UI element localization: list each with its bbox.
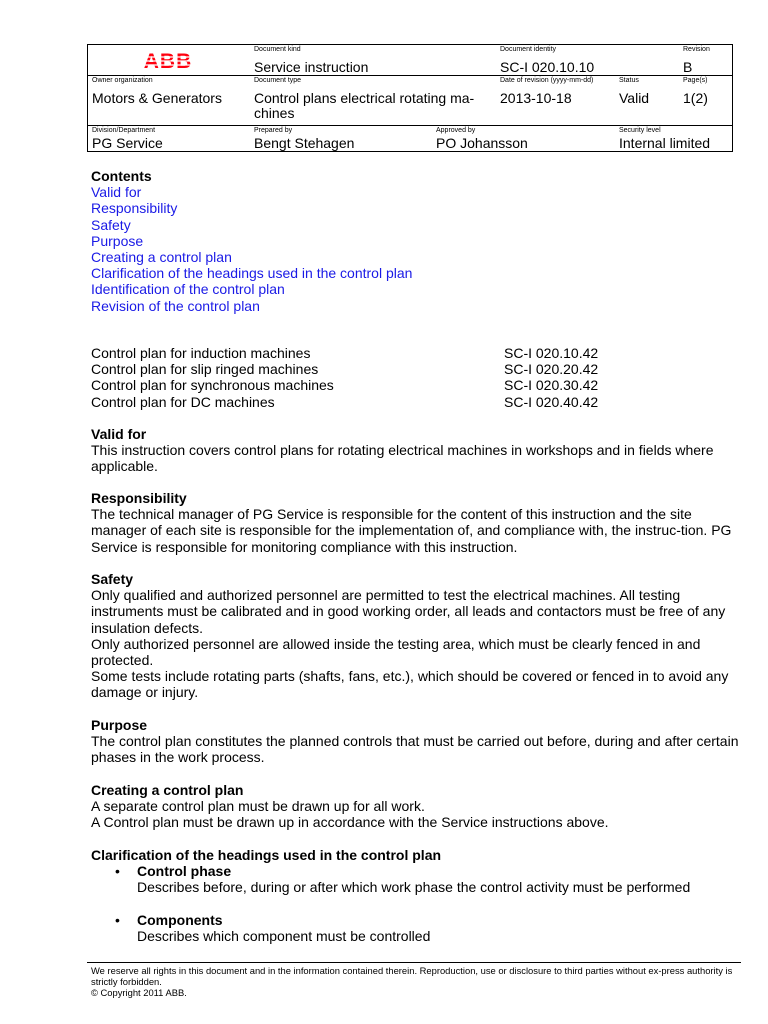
creating-paragraph: A separate control plan must be drawn up for all work. <box>91 798 425 815</box>
header-row-2 <box>88 75 732 126</box>
contents-heading: Contents <box>91 168 152 184</box>
toc-link-identification[interactable]: Identification of the control plan <box>91 281 285 298</box>
document-identity-cell <box>500 45 680 75</box>
document-identity-label: Document identity <box>500 46 557 53</box>
status-value: Valid <box>619 90 650 106</box>
clarification-heading: Clarification of the headings used in the control plan <box>91 847 442 863</box>
document-type-label: Document type <box>254 77 302 84</box>
revision-cell <box>683 45 733 75</box>
section-safety <box>91 571 741 701</box>
toc-link-safety[interactable]: Safety <box>91 216 131 233</box>
toc-link-valid-for[interactable]: Valid for <box>91 184 142 201</box>
date-of-revision-value: 2013-10-18 <box>500 90 572 106</box>
document-kind-value: Service instruction <box>254 59 369 75</box>
division-cell <box>92 126 250 154</box>
reference-row <box>91 361 741 377</box>
date-of-revision-label: Date of revision (yyyy-mm-dd) <box>500 77 594 84</box>
division-label: Division/Department <box>92 127 156 134</box>
toc-link-creating-control-plan[interactable]: Creating a control plan <box>91 249 232 266</box>
svg-text:ABB: ABB <box>143 51 193 71</box>
revision-label: Revision <box>683 46 710 53</box>
safety-paragraph: Some tests include rotating parts (shafts, fans, etc.), which should be covered or fenced in to avoid any damage or injury. <box>91 668 729 701</box>
bullet-item <box>91 863 741 895</box>
valid-for-heading: Valid for <box>91 426 147 442</box>
responsibility-heading: Responsibility <box>91 490 187 506</box>
header-row-3 <box>88 125 732 154</box>
bullet-title: Control phase <box>137 863 232 880</box>
document-type-value: Control plans electrical rotating ma-chines <box>254 90 475 121</box>
owner-org-label: Owner organization <box>92 77 153 84</box>
section-clarification <box>91 847 741 944</box>
reference-code: SC-I 020.30.42 <box>504 377 599 394</box>
document-kind-cell <box>254 45 494 75</box>
pages-value: 1(2) <box>683 90 708 106</box>
bullet-dot-icon: • <box>115 911 120 928</box>
document-kind-label: Document kind <box>254 46 301 53</box>
reference-code: SC-I 020.20.42 <box>504 361 599 378</box>
section-purpose <box>91 717 741 766</box>
valid-for-text: This instruction covers control plans for rotating electrical machines in workshops and in fields where applicable. <box>91 442 714 475</box>
bullet-description: Describes which component must be controlled <box>137 927 431 944</box>
security-level-label: Security level <box>619 127 661 134</box>
owner-org-value: Motors & Generators <box>92 90 222 106</box>
toc-link-clarification[interactable]: Clarification of the headings used in the control plan <box>91 265 413 282</box>
security-level-cell <box>619 126 733 154</box>
toc-link-purpose[interactable]: Purpose <box>91 232 144 249</box>
reference-title: Control plan for slip ringed machines <box>91 361 319 378</box>
footer-copyright: © Copyright 2011 ABB. <box>91 987 187 998</box>
reference-row <box>91 345 741 361</box>
toc-link-responsibility[interactable]: Responsibility <box>91 200 178 217</box>
reference-code: SC-I 020.40.42 <box>504 393 599 410</box>
reference-title: Control plan for DC machines <box>91 393 275 410</box>
bullet-dot-icon: • <box>115 863 120 880</box>
reference-code: SC-I 020.10.42 <box>504 345 599 361</box>
table-of-contents <box>91 168 741 314</box>
pages-label: Page(s) <box>683 77 708 84</box>
document-type-cell <box>254 76 494 126</box>
reference-title: Control plan for induction machines <box>91 345 311 361</box>
purpose-text: The control plan constitutes the planned controls that must be carried out before, during and after certain phases in the work process. <box>91 733 739 766</box>
reference-row <box>91 394 741 410</box>
safety-heading: Safety <box>91 571 134 587</box>
owner-org-cell <box>92 76 250 126</box>
revision-value: B <box>683 59 693 75</box>
footer-rights: We reserve all rights in this document and in the information contained therein. Reproduction, use or disclosure to third parties without ex-press authority is strictly forbidden. <box>91 965 733 987</box>
bullet-item <box>91 912 741 944</box>
date-of-revision-cell <box>500 76 620 126</box>
footer-divider <box>87 962 741 963</box>
approved-by-cell <box>436 126 616 154</box>
section-responsibility <box>91 490 741 555</box>
header-row-1 <box>88 45 732 75</box>
section-creating-control-plan <box>91 782 741 831</box>
approved-by-value: PO Johansson <box>436 135 528 151</box>
prepared-by-value: Bengt Stehagen <box>254 135 355 151</box>
toc-link-revision[interactable]: Revision of the control plan <box>91 297 260 314</box>
safety-paragraph: Only qualified and authorized personnel are permitted to test the electrical machines. All testing instruments must be calibrated and in good working order, all leads and contactors must be free of any insulation defects. <box>91 587 726 636</box>
bullet-description: Describes before, during or after which work phase the control activity must be performed <box>137 879 691 896</box>
safety-paragraph: Only authorized personnel are allowed inside the testing area, which must be clearly fenced in and protected. <box>91 635 701 669</box>
responsibility-text: The technical manager of PG Service is responsible for the content of this instruction and the site manager of each site is responsible for the implementation of, and compliance with, the instruc-tion. PG Service is responsible for monitoring compliance with this instruction. <box>91 506 732 555</box>
security-level-value: Internal limited <box>619 135 711 151</box>
purpose-heading: Purpose <box>91 717 148 733</box>
creating-paragraph: A Control plan must be drawn up in accordance with the Service instructions above. <box>91 814 609 831</box>
prepared-by-cell <box>254 126 434 154</box>
reference-title: Control plan for synchronous machines <box>91 377 334 394</box>
document-header-table <box>87 44 733 152</box>
prepared-by-label: Prepared by <box>254 127 293 134</box>
document-identity-value: SC-I 020.10.10 <box>500 59 595 75</box>
status-cell <box>619 76 679 126</box>
reference-list <box>91 345 741 410</box>
bullet-title: Components <box>137 911 223 928</box>
approved-by-label: Approved by <box>436 127 476 134</box>
section-valid-for <box>91 426 741 475</box>
status-label: Status <box>619 77 639 84</box>
creating-heading: Creating a control plan <box>91 782 244 798</box>
division-value: PG Service <box>92 135 163 151</box>
pages-cell <box>683 76 733 126</box>
reference-row <box>91 377 741 393</box>
page-footer <box>91 965 741 998</box>
